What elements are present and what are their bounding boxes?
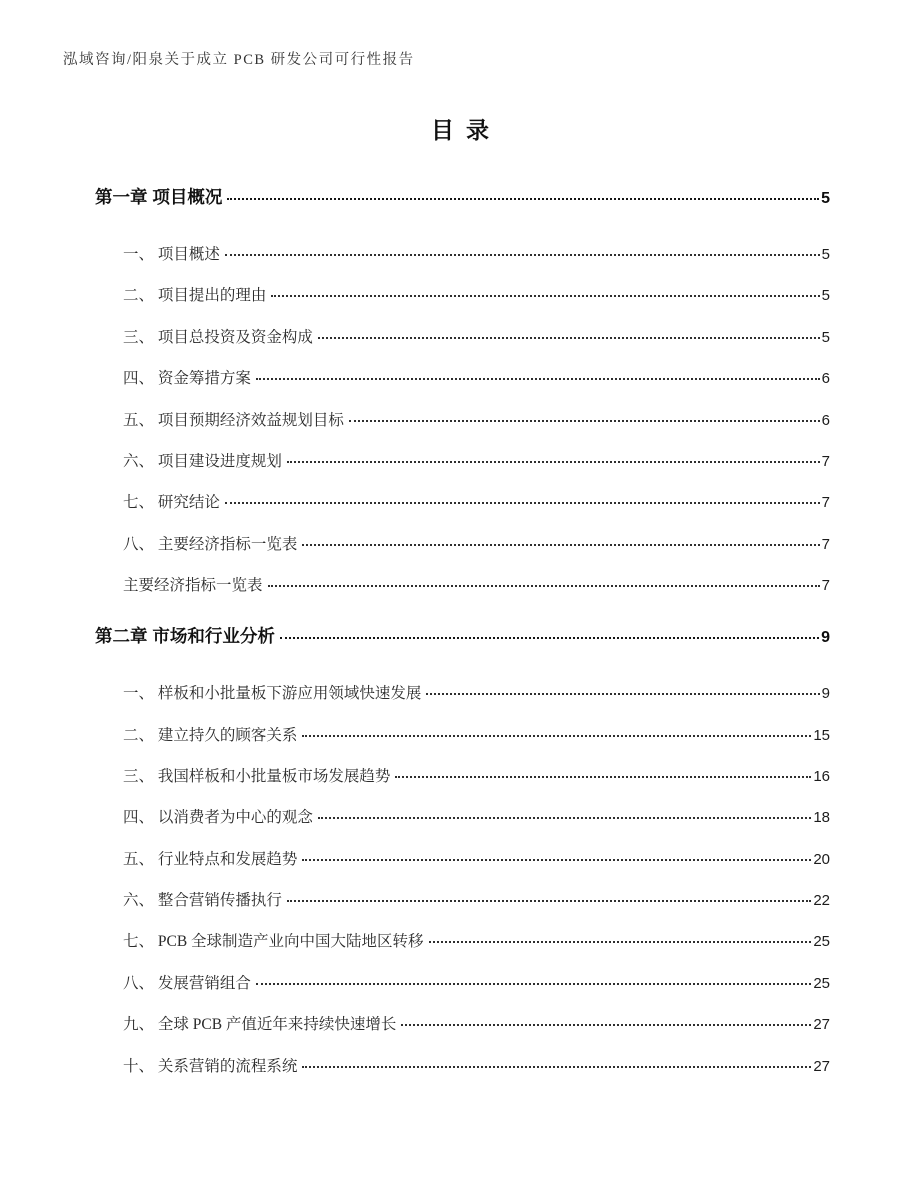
- toc-entry[interactable]: [95, 807, 830, 829]
- toc-page-number: 25: [813, 933, 830, 951]
- dot-leader: [271, 295, 819, 297]
- toc-entry-label: 六、 整合营销传播执行: [123, 892, 282, 910]
- toc-entry-label: 四、 资金筹措方案: [123, 370, 251, 388]
- toc-page-number: 7: [821, 577, 830, 595]
- dot-leader: [256, 378, 820, 380]
- toc-entry-label: 七、 PCB 全球制造产业向中国大陆地区转移: [123, 933, 424, 951]
- toc-page-number: 5: [821, 246, 830, 263]
- toc-entry[interactable]: [95, 849, 830, 871]
- toc-chapter-1[interactable]: [95, 184, 830, 212]
- dot-leader: [318, 337, 820, 339]
- toc-page-number: 9: [821, 629, 830, 647]
- toc-entry[interactable]: [95, 451, 830, 473]
- dot-leader: [225, 254, 820, 256]
- toc-page-number: 5: [821, 190, 830, 207]
- toc-chapter-2[interactable]: [95, 623, 830, 651]
- dot-leader: [426, 693, 819, 695]
- toc-entry-label: 七、 研究结论: [123, 494, 220, 512]
- table-of-contents: [95, 170, 830, 1078]
- page-title: 目录: [431, 118, 501, 143]
- toc-entry[interactable]: [95, 973, 830, 995]
- toc-entry-label: 六、 项目建设进度规划: [123, 452, 282, 470]
- toc-page-number: 15: [813, 726, 830, 744]
- toc-entry[interactable]: [95, 890, 830, 912]
- toc-page-number: 7: [821, 494, 830, 512]
- dot-leader: [429, 941, 812, 943]
- toc-entry-label: 五、 项目预期经济效益规划目标: [123, 411, 344, 429]
- toc-page-number: 27: [813, 1057, 830, 1075]
- toc-page-number: 27: [813, 1016, 830, 1034]
- toc-entry-label: 一、 项目概述: [123, 246, 220, 263]
- toc-entry[interactable]: [95, 368, 830, 390]
- dot-leader: [280, 637, 819, 639]
- dot-leader: [268, 585, 820, 587]
- toc-entry[interactable]: [95, 931, 830, 953]
- toc-entry[interactable]: [95, 1056, 830, 1078]
- toc-page-number: 9: [821, 685, 830, 703]
- toc-entry[interactable]: [95, 534, 830, 556]
- toc-page-number: 25: [813, 974, 830, 992]
- toc-entry-label: 三、 项目总投资及资金构成: [123, 328, 313, 346]
- toc-page-number: 22: [813, 892, 830, 910]
- toc-entry-label: 二、 项目提出的理由: [123, 287, 267, 305]
- dot-leader: [227, 198, 819, 200]
- toc-page-number: 7: [821, 452, 830, 470]
- dot-leader: [302, 735, 811, 737]
- toc-entry-label: 八、 主要经济指标一览表: [123, 535, 298, 553]
- toc-chapter-label: 第二章 市场和行业分析: [95, 626, 275, 647]
- toc-entry-label: 十、 关系营销的流程系统: [123, 1057, 298, 1075]
- dot-leader: [256, 983, 811, 985]
- toc-entry[interactable]: [95, 575, 830, 597]
- dot-leader: [302, 859, 811, 861]
- dot-leader: [318, 817, 811, 819]
- dot-leader: [349, 420, 820, 422]
- toc-page-number: 16: [813, 767, 830, 785]
- toc-entry-label: 八、 发展营销组合: [123, 974, 251, 992]
- dot-leader: [287, 461, 820, 463]
- dot-leader: [302, 1066, 811, 1068]
- dot-leader: [302, 544, 819, 546]
- document-header: 泓域咨询/阳泉关于成立 PCB 研发公司可行性报告: [63, 52, 415, 68]
- toc-entry[interactable]: [95, 327, 830, 349]
- toc-entry[interactable]: [95, 285, 830, 307]
- toc-entry-label: 四、 以消费者为中心的观念: [123, 809, 313, 827]
- toc-entry-label: 二、 建立持久的顾客关系: [123, 726, 298, 744]
- toc-entry[interactable]: [95, 492, 830, 514]
- dot-leader: [287, 900, 811, 902]
- toc-page-number: 7: [821, 535, 830, 553]
- toc-entry[interactable]: [95, 1014, 830, 1036]
- toc-page-number: 20: [813, 850, 830, 868]
- toc-entry[interactable]: [95, 766, 830, 788]
- toc-chapter-label: 第一章 项目概况: [95, 187, 223, 207]
- toc-entry[interactable]: [95, 683, 830, 705]
- toc-page-number: 5: [821, 328, 830, 346]
- toc-entry-label: 九、 全球 PCB 产值近年来持续快速增长: [123, 1016, 397, 1034]
- toc-page-number: 6: [821, 411, 830, 429]
- toc-page-number: 18: [813, 809, 830, 827]
- toc-entry-label: 主要经济指标一览表: [123, 577, 263, 595]
- toc-entry[interactable]: [95, 725, 830, 747]
- dot-leader: [395, 776, 811, 778]
- toc-entry-label: 三、 我国样板和小批量板市场发展趋势: [123, 767, 391, 785]
- dot-leader: [401, 1024, 811, 1026]
- toc-entry[interactable]: [95, 410, 830, 432]
- toc-entry-label: 一、 样板和小批量板下游应用领域快速发展: [123, 685, 422, 703]
- dot-leader: [225, 502, 820, 504]
- toc-page-number: 6: [821, 370, 830, 388]
- toc-entry-label: 五、 行业特点和发展趋势: [123, 850, 298, 868]
- toc-page-number: 5: [821, 287, 830, 305]
- toc-entry[interactable]: [95, 244, 830, 266]
